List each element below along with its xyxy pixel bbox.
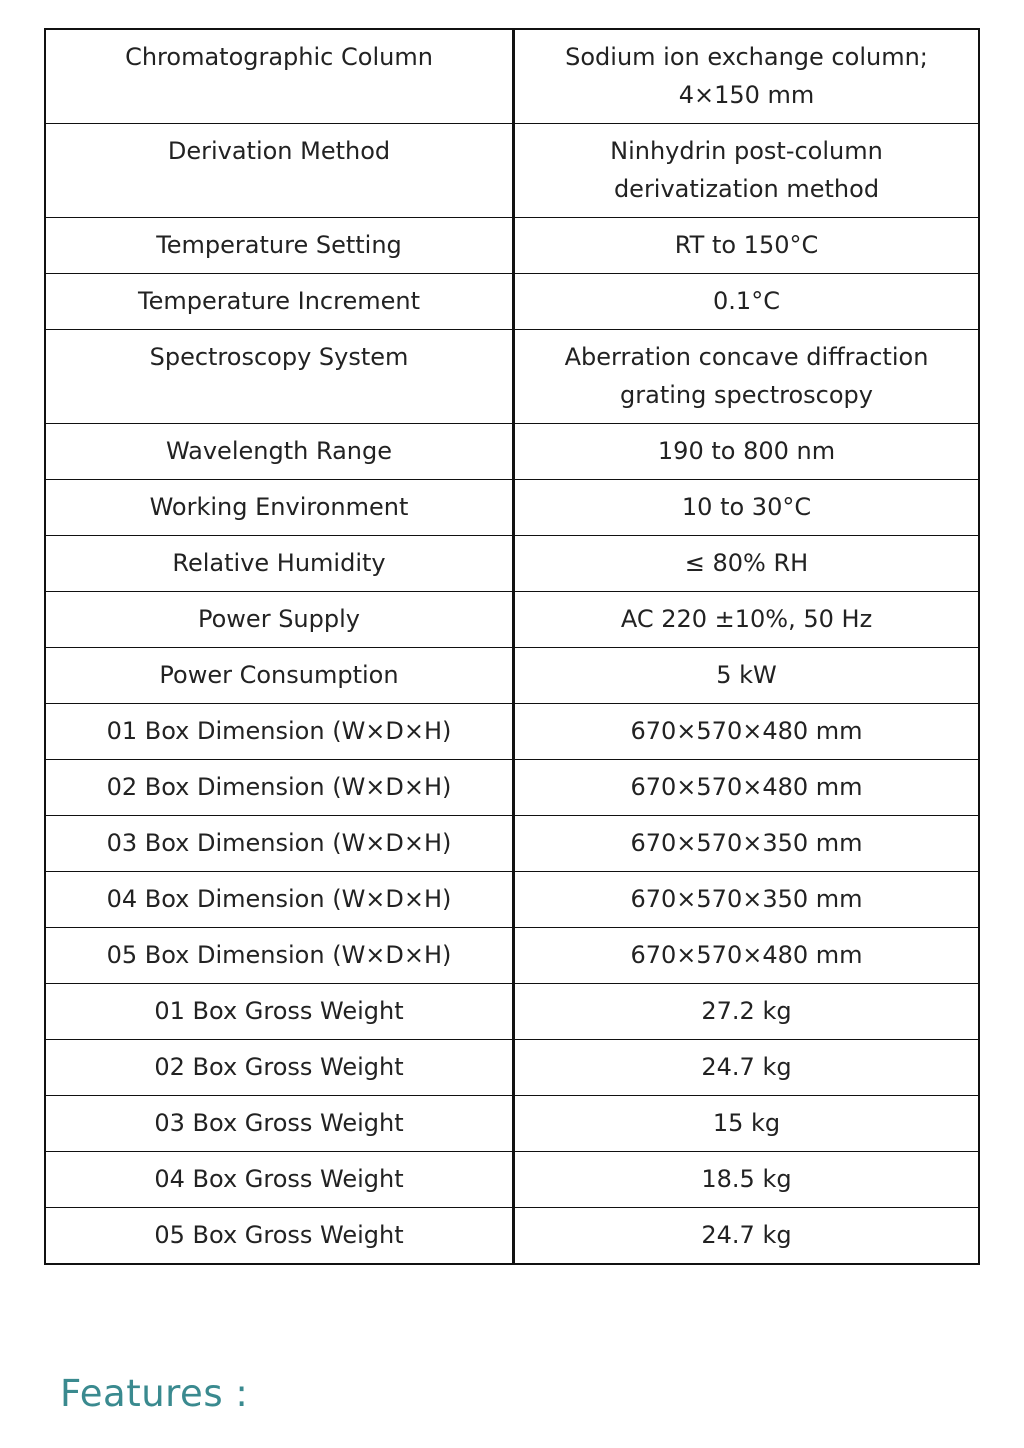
table-row	[45, 480, 979, 536]
spec-value	[514, 648, 980, 704]
spec-label-text: Temperature Setting	[156, 231, 402, 259]
spec-label-text: Wavelength Range	[165, 437, 393, 465]
spec-label-text: 05 Box Gross Weight	[154, 1221, 404, 1249]
spec-label	[45, 330, 514, 424]
spec-value-text: 670×570×350 mm	[630, 829, 863, 857]
spec-value	[514, 424, 980, 480]
spec-value	[514, 1208, 980, 1265]
spec-label-text: Temperature Increment	[137, 287, 420, 315]
table-row	[45, 424, 979, 480]
spec-value-text: 18.5 kg	[701, 1165, 792, 1193]
spec-label	[45, 648, 514, 704]
spec-value-text: 0.1°C	[713, 287, 780, 315]
table-row	[45, 592, 979, 648]
spec-label	[45, 760, 514, 816]
spec-label	[45, 218, 514, 274]
spec-value	[514, 928, 980, 984]
spec-value	[514, 704, 980, 760]
spec-label-text: 03 Box Gross Weight	[154, 1109, 404, 1137]
table-row	[45, 928, 979, 984]
spec-value	[514, 536, 980, 592]
table-row	[45, 330, 979, 424]
table-row	[45, 536, 979, 592]
spec-label-text: Spectroscopy System	[149, 343, 409, 371]
spec-value	[514, 274, 980, 330]
table-row	[45, 29, 979, 124]
spec-label-text: 01 Box Gross Weight	[154, 997, 404, 1025]
spec-value	[514, 1096, 980, 1152]
spec-label-text: 04 Box Dimension (W×D×H)	[106, 885, 452, 913]
table-row	[45, 218, 979, 274]
spec-value-text: Aberration concave diffraction grating spectroscopy	[564, 343, 929, 409]
spec-label-text: 04 Box Gross Weight	[154, 1165, 404, 1193]
table-row	[45, 1096, 979, 1152]
spec-label	[45, 1208, 514, 1265]
spec-label-text: Derivation Method	[167, 137, 391, 165]
spec-value-text: ≤ 80% RH	[684, 549, 809, 577]
spec-value-text: 24.7 kg	[701, 1053, 792, 1081]
spec-value	[514, 1152, 980, 1208]
spec-label-text: 02 Box Dimension (W×D×H)	[106, 773, 452, 801]
spec-value	[514, 592, 980, 648]
spec-label-text: Power Consumption	[159, 661, 399, 689]
specifications-table	[44, 28, 980, 1265]
spec-label	[45, 928, 514, 984]
spec-label	[45, 816, 514, 872]
spec-value-text: 5 kW	[716, 661, 777, 689]
spec-value	[514, 29, 980, 124]
spec-label-text: Chromatographic Column	[125, 43, 433, 71]
spec-label	[45, 1040, 514, 1096]
features-heading: Features :	[60, 1372, 249, 1415]
table-row	[45, 1040, 979, 1096]
spec-label-text: 05 Box Dimension (W×D×H)	[106, 941, 452, 969]
table-row	[45, 1208, 979, 1265]
table-row	[45, 274, 979, 330]
spec-value-text: Sodium ion exchange column; 4×150 mm	[565, 43, 928, 109]
spec-label	[45, 124, 514, 218]
spec-value-text: 10 to 30°C	[681, 493, 812, 521]
table-row	[45, 984, 979, 1040]
spec-label	[45, 536, 514, 592]
spec-value	[514, 760, 980, 816]
spec-value-text: RT to 150°C	[674, 231, 819, 259]
table-row	[45, 1152, 979, 1208]
spec-value-text: AC 220 ±10%, 50 Hz	[620, 605, 873, 633]
table-row	[45, 872, 979, 928]
spec-label-text: Working Environment	[149, 493, 409, 521]
spec-label	[45, 592, 514, 648]
spec-label-text: Power Supply	[198, 605, 360, 633]
spec-label	[45, 1096, 514, 1152]
spec-value	[514, 218, 980, 274]
table-row	[45, 704, 979, 760]
spec-value-text: 670×570×480 mm	[630, 717, 863, 745]
spec-label	[45, 1152, 514, 1208]
spec-value	[514, 1040, 980, 1096]
spec-value-text: 670×570×480 mm	[630, 941, 863, 969]
spec-label	[45, 274, 514, 330]
spec-label	[45, 872, 514, 928]
spec-label	[45, 704, 514, 760]
spec-label	[45, 480, 514, 536]
spec-label-text: Relative Humidity	[172, 549, 386, 577]
spec-value	[514, 480, 980, 536]
spec-label	[45, 984, 514, 1040]
spec-value-text: 24.7 kg	[701, 1221, 792, 1249]
table-row	[45, 816, 979, 872]
spec-label	[45, 424, 514, 480]
spec-value	[514, 984, 980, 1040]
spec-value	[514, 872, 980, 928]
spec-label-text: 01 Box Dimension (W×D×H)	[106, 717, 452, 745]
spec-value-text: 27.2 kg	[701, 997, 792, 1025]
spec-value-text: 15 kg	[712, 1109, 781, 1137]
spec-value-text: Ninhydrin post-column derivatization method	[610, 137, 883, 203]
spec-value	[514, 816, 980, 872]
table-row	[45, 648, 979, 704]
spec-label	[45, 29, 514, 124]
spec-value	[514, 124, 980, 218]
spec-value-text: 670×570×480 mm	[630, 773, 863, 801]
spec-value-text: 670×570×350 mm	[630, 885, 863, 913]
spec-value	[514, 330, 980, 424]
spec-value-text: 190 to 800 nm	[657, 437, 836, 465]
spec-label-text: 02 Box Gross Weight	[154, 1053, 404, 1081]
spec-label-text: 03 Box Dimension (W×D×H)	[106, 829, 452, 857]
table-row	[45, 760, 979, 816]
table-row	[45, 124, 979, 218]
